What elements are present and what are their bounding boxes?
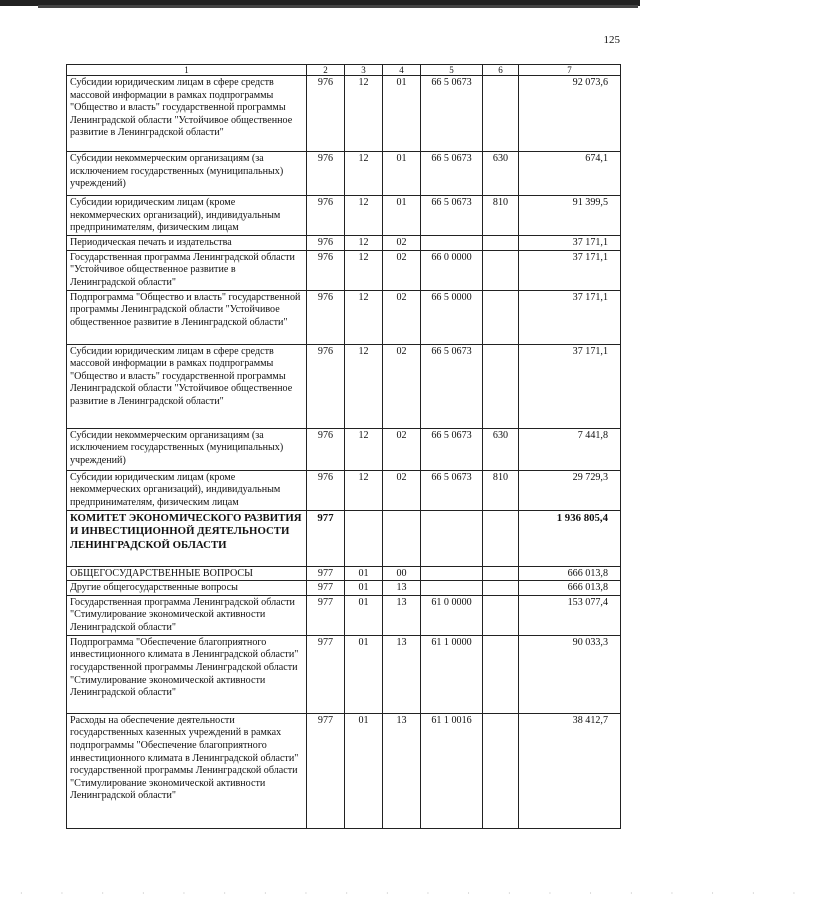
row-name: Субсидии юридическим лицам (кроме некоммерческих организаций), индивидуальным предпринимателям, физическим лицам xyxy=(67,470,307,510)
row-section-code: 01 xyxy=(345,713,383,828)
row-section-code: 12 xyxy=(345,428,383,470)
row-target-article: 66 5 0673 xyxy=(421,428,483,470)
row-section-code: 12 xyxy=(345,290,383,344)
table-row xyxy=(67,581,621,596)
row-name: Другие общегосударственные вопросы xyxy=(67,581,307,596)
row-expense-type xyxy=(483,344,519,428)
table-row xyxy=(67,635,621,713)
row-subsection-code: 02 xyxy=(383,344,421,428)
row-amount: 90 033,3 xyxy=(519,635,621,713)
table-row xyxy=(67,595,621,635)
row-amount: 666 013,8 xyxy=(519,581,621,596)
row-section-code: 01 xyxy=(345,581,383,596)
row-section-code: 12 xyxy=(345,196,383,236)
row-expense-type: 810 xyxy=(483,196,519,236)
col-header-7: 7 xyxy=(519,65,621,76)
row-chapter-code: 977 xyxy=(307,566,345,581)
row-target-article: 61 0 0000 xyxy=(421,595,483,635)
row-subsection-code: 01 xyxy=(383,196,421,236)
row-chapter-code: 976 xyxy=(307,250,345,290)
table-row xyxy=(67,344,621,428)
row-amount: 37 171,1 xyxy=(519,344,621,428)
row-amount: 38 412,7 xyxy=(519,713,621,828)
row-name: Субсидии юридическим лицам в сфере средств массовой информации в рамках подпрограммы "Общество и власть" государственной программы Ленинградской области "Устойчивое общественное развитие в Ленинградской области" xyxy=(67,344,307,428)
row-amount: 7 441,8 xyxy=(519,428,621,470)
scan-top-edge xyxy=(0,0,640,6)
row-target-article: 66 5 0673 xyxy=(421,344,483,428)
table-row xyxy=(67,713,621,828)
row-section-code: 01 xyxy=(345,635,383,713)
row-subsection-code: 00 xyxy=(383,566,421,581)
row-section-code: 12 xyxy=(345,152,383,196)
row-subsection-code: 01 xyxy=(383,76,421,152)
row-chapter-code: 976 xyxy=(307,76,345,152)
row-name: КОМИТЕТ ЭКОНОМИЧЕСКОГО РАЗВИТИЯ И ИНВЕСТИЦИОННОЙ ДЕЯТЕЛЬНОСТИ ЛЕНИНГРАДСКОЙ ОБЛАСТИ xyxy=(67,510,307,566)
page-number: 125 xyxy=(603,34,620,46)
row-expense-type xyxy=(483,635,519,713)
col-header-2: 2 xyxy=(307,65,345,76)
row-expense-type xyxy=(483,713,519,828)
row-name: Субсидии некоммерческим организациям (за исключением государственных (муниципальных) учреждений) xyxy=(67,428,307,470)
row-chapter-code: 977 xyxy=(307,510,345,566)
row-target-article: 66 5 0673 xyxy=(421,152,483,196)
row-subsection-code: 01 xyxy=(383,152,421,196)
row-chapter-code: 977 xyxy=(307,581,345,596)
row-target-article: 66 5 0673 xyxy=(421,196,483,236)
row-name: ОБЩЕГОСУДАРСТВЕННЫЕ ВОПРОСЫ xyxy=(67,566,307,581)
column-numbers-row xyxy=(67,65,621,76)
table-row xyxy=(67,236,621,251)
row-amount: 666 013,8 xyxy=(519,566,621,581)
row-chapter-code: 976 xyxy=(307,290,345,344)
row-section-code: 12 xyxy=(345,250,383,290)
row-amount: 37 171,1 xyxy=(519,250,621,290)
table-row xyxy=(67,428,621,470)
row-chapter-code: 976 xyxy=(307,196,345,236)
table-row xyxy=(67,290,621,344)
row-chapter-code: 977 xyxy=(307,595,345,635)
row-expense-type xyxy=(483,566,519,581)
row-expense-type: 630 xyxy=(483,428,519,470)
row-expense-type xyxy=(483,581,519,596)
row-section-code: 01 xyxy=(345,566,383,581)
row-expense-type xyxy=(483,595,519,635)
row-amount: 1 936 805,4 xyxy=(519,510,621,566)
budget-table xyxy=(66,64,621,829)
scan-noise: · · · · · · · · · · · · · · · · · · · · xyxy=(20,889,813,898)
row-section-code xyxy=(345,510,383,566)
row-chapter-code: 976 xyxy=(307,152,345,196)
row-name: Субсидии юридическим лицам (кроме некоммерческих организаций), индивидуальным предпринимателям, физическим лицам xyxy=(67,196,307,236)
row-target-article: 66 5 0673 xyxy=(421,76,483,152)
col-header-4: 4 xyxy=(383,65,421,76)
row-target-article: 66 5 0000 xyxy=(421,290,483,344)
table-row xyxy=(67,76,621,152)
row-subsection-code: 02 xyxy=(383,250,421,290)
table-row xyxy=(67,566,621,581)
row-subsection-code xyxy=(383,510,421,566)
row-section-code: 12 xyxy=(345,344,383,428)
row-expense-type xyxy=(483,290,519,344)
table-row xyxy=(67,470,621,510)
row-section-code: 12 xyxy=(345,236,383,251)
row-expense-type xyxy=(483,76,519,152)
row-section-code: 12 xyxy=(345,470,383,510)
row-subsection-code: 02 xyxy=(383,236,421,251)
row-target-article xyxy=(421,581,483,596)
row-target-article xyxy=(421,566,483,581)
row-section-code: 01 xyxy=(345,595,383,635)
row-expense-type xyxy=(483,250,519,290)
row-subsection-code: 13 xyxy=(383,595,421,635)
row-subsection-code: 13 xyxy=(383,635,421,713)
table-row xyxy=(67,152,621,196)
row-target-article: 61 1 0000 xyxy=(421,635,483,713)
row-name: Субсидии юридическим лицам в сфере средств массовой информации в рамках подпрограммы "Общество и власть" государственной программы Ленинградской области "Устойчивое общественное развитие в Ленинградской области" xyxy=(67,76,307,152)
row-target-article: 61 1 0016 xyxy=(421,713,483,828)
table-row xyxy=(67,510,621,566)
row-amount: 37 171,1 xyxy=(519,290,621,344)
row-amount: 92 073,6 xyxy=(519,76,621,152)
row-subsection-code: 02 xyxy=(383,428,421,470)
row-expense-type xyxy=(483,236,519,251)
row-subsection-code: 13 xyxy=(383,713,421,828)
row-subsection-code: 13 xyxy=(383,581,421,596)
col-header-5: 5 xyxy=(421,65,483,76)
row-amount: 153 077,4 xyxy=(519,595,621,635)
row-amount: 674,1 xyxy=(519,152,621,196)
row-subsection-code: 02 xyxy=(383,470,421,510)
row-expense-type: 630 xyxy=(483,152,519,196)
col-header-1: 1 xyxy=(67,65,307,76)
row-target-article: 66 0 0000 xyxy=(421,250,483,290)
row-chapter-code: 976 xyxy=(307,428,345,470)
row-amount: 29 729,3 xyxy=(519,470,621,510)
row-chapter-code: 976 xyxy=(307,344,345,428)
row-subsection-code: 02 xyxy=(383,290,421,344)
row-expense-type: 810 xyxy=(483,470,519,510)
row-chapter-code: 977 xyxy=(307,713,345,828)
row-name: Государственная программа Ленинградской области "Устойчивое общественное развитие в Ленинградской области" xyxy=(67,250,307,290)
row-chapter-code: 976 xyxy=(307,236,345,251)
row-name: Периодическая печать и издательства xyxy=(67,236,307,251)
table-row xyxy=(67,250,621,290)
row-target-article xyxy=(421,236,483,251)
row-target-article: 66 5 0673 xyxy=(421,470,483,510)
row-name: Подпрограмма "Общество и власть" государственной программы Ленинградской области "Устойчивое общественное развитие в Ленинградской области" xyxy=(67,290,307,344)
col-header-3: 3 xyxy=(345,65,383,76)
row-expense-type xyxy=(483,510,519,566)
row-name: Субсидии некоммерческим организациям (за исключением государственных (муниципальных) учреждений) xyxy=(67,152,307,196)
row-amount: 37 171,1 xyxy=(519,236,621,251)
row-name: Подпрограмма "Обеспечение благоприятного инвестиционного климата в Ленинградской области" государственной программы Ленинградской области "Стимулирование экономической активности Ленинградской области" xyxy=(67,635,307,713)
row-name: Государственная программа Ленинградской области "Стимулирование экономической активности Ленинградской области" xyxy=(67,595,307,635)
col-header-6: 6 xyxy=(483,65,519,76)
row-target-article xyxy=(421,510,483,566)
table-row xyxy=(67,196,621,236)
row-section-code: 12 xyxy=(345,76,383,152)
row-name: Расходы на обеспечение деятельности государственных казенных учреждений в рамках подпрограммы "Обеспечение благоприятного инвестиционного климата в Ленинградской области" государственной программы Ленинградской области "Стимулирование экономической активности Ленинградской области" xyxy=(67,713,307,828)
row-chapter-code: 977 xyxy=(307,635,345,713)
row-chapter-code: 976 xyxy=(307,470,345,510)
row-amount: 91 399,5 xyxy=(519,196,621,236)
